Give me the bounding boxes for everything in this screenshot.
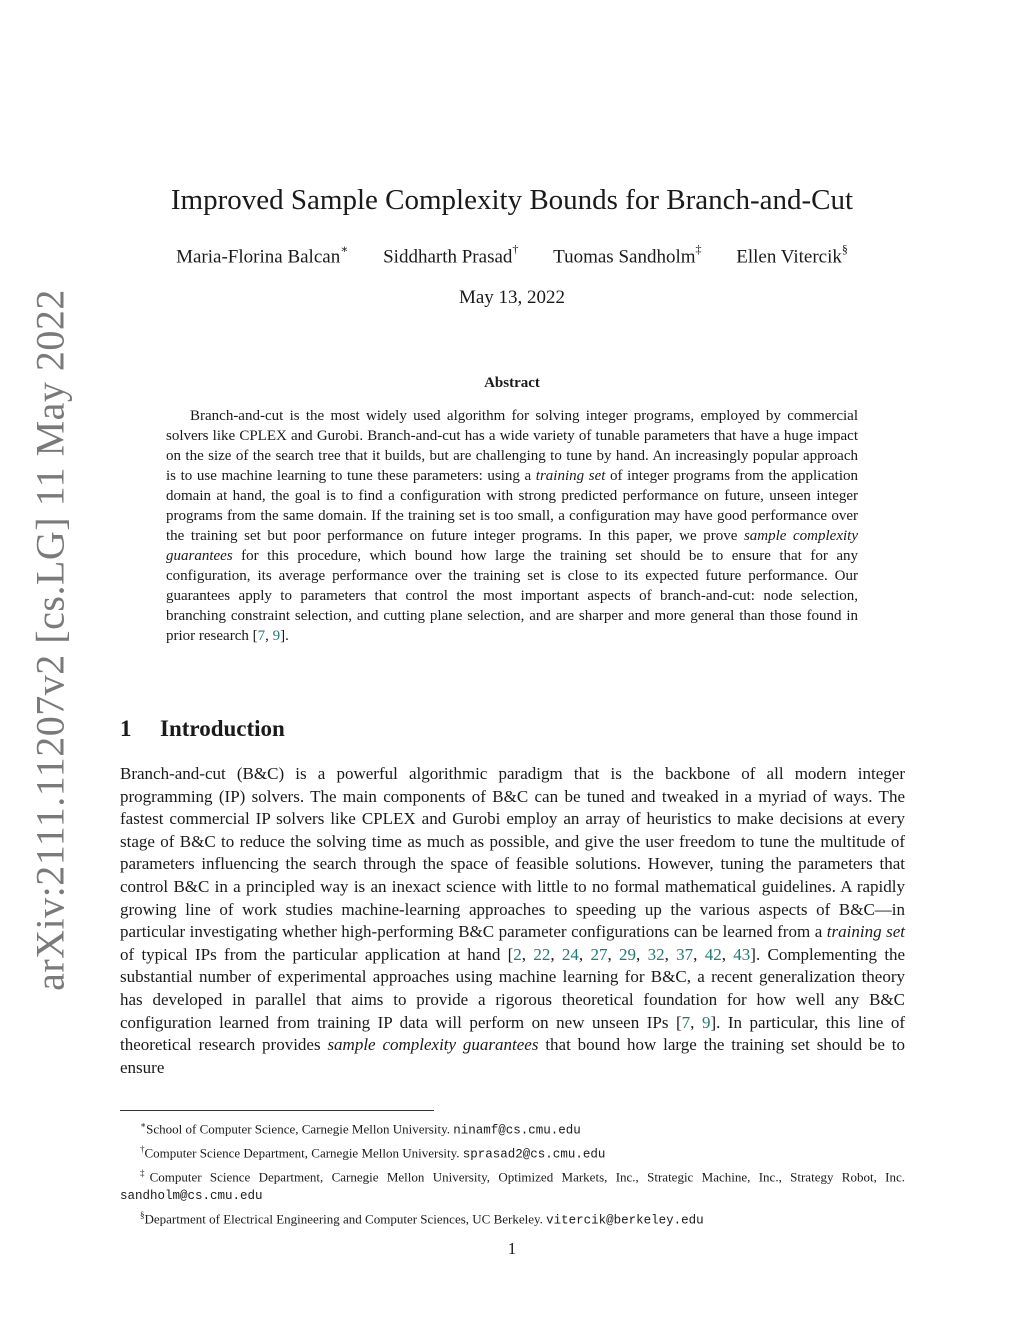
footnote	[120, 1164, 905, 1206]
citation-link[interactable]: 24	[561, 944, 579, 964]
citation-link[interactable]: 27	[590, 944, 608, 964]
author-mark: ‡	[695, 242, 702, 256]
citation-link[interactable]: 29	[619, 944, 637, 964]
author-name: Ellen Vitercik	[736, 246, 842, 268]
paper-title: Improved Sample Complexity Bounds for Branch-and-Cut	[170, 184, 854, 216]
section-title: Introduction	[160, 716, 285, 741]
abstract-text: for this procedure, which bound how large the training set should be to ensure that for any configuration, its average performance over the training set is close to its expected future performance. Our guarantees apply to parameters that control the most important aspects of branch-and-cut: node selection, branching constraint selection, and cutting plane selection, and are sharper and more general than those found in prior research [	[166, 548, 858, 644]
footnote	[120, 1116, 905, 1140]
arxiv-identifier-stamp: arXiv:2111.11207v2 [cs.LG] 11 May 2022	[27, 289, 73, 991]
citation-link[interactable]: 9	[272, 628, 281, 644]
abstract-heading: Abstract	[484, 375, 540, 391]
citation-link[interactable]: 7	[257, 628, 266, 644]
footnote-text: Department of Electrical Engineering and Computer Sciences, UC Berkeley.	[144, 1211, 547, 1227]
author-name: Maria-Florina Balcan	[176, 246, 341, 268]
section-number: 1	[120, 716, 132, 741]
author-name: Siddharth Prasad	[383, 246, 513, 268]
abstract-emphasis: training set	[535, 468, 606, 484]
author	[176, 244, 348, 268]
author-list	[0, 244, 1024, 268]
intro-text: ]. In particular, this line of theoretical research provides	[120, 1012, 906, 1055]
citation-link[interactable]: 32	[647, 944, 665, 964]
intro-text: that bound how large the training set should be to ensure	[120, 1035, 905, 1077]
footnote-mark: †	[140, 1143, 145, 1154]
intro-emphasis: training set	[826, 922, 906, 942]
citation-link[interactable]: 2	[513, 944, 522, 964]
footnote-text: Computer Science Department, Carnegie Mellon University.	[144, 1145, 463, 1161]
citation-separator: ,	[664, 944, 677, 964]
author-mark: §	[841, 242, 848, 256]
footnote	[120, 1206, 905, 1230]
intro-text: of typical IPs from the particular application at hand [	[120, 944, 514, 964]
citation-link[interactable]: 37	[676, 944, 694, 964]
citation-separator: ,	[578, 944, 591, 964]
author	[553, 244, 701, 268]
citation-separator: ,	[721, 944, 734, 964]
citation-link[interactable]: 9	[701, 1012, 711, 1032]
citation-link[interactable]: 42	[704, 944, 722, 964]
citation-separator: ,	[693, 944, 705, 964]
citation-separator: ,	[265, 628, 273, 644]
footnote-mark: §	[140, 1209, 145, 1220]
citation-separator: ,	[636, 944, 648, 964]
abstract-text: Branch-and-cut is the most widely used algorithm for solving integer programs, employed by commercial solvers like CPLEX and Gurobi. Branch-and-cut has a wide variety of tunable parameters that have a huge impact on the size of the search tree that it builds, but are challenging to tune by hand. An increasingly popular approach is to use machine learning to tune these parameters: using a	[166, 408, 858, 484]
intro-emphasis: sample complexity guarantees	[327, 1035, 539, 1055]
page-number: 1	[507, 1239, 517, 1258]
abstract-body	[166, 406, 858, 646]
footnotes	[120, 1116, 905, 1230]
author-mark: †	[512, 242, 519, 256]
intro-text: Branch-and-cut (B&C) is a powerful algorithmic paradigm that is the backbone of all modern integer programming (IP) solvers. The main components of B&C can be tuned and tweaked in a myriad of ways. The fastest commercial IP solvers like CPLEX and Gurobi employ an array of heuristics to make decisions at every stage of B&C to reduce the solving time as much as possible, and give the user freedom to tune the multitude of parameters influencing the search through the space of feasible solutions. However, tuning the parameters that control B&C in a principled way is an inexact science with little to no formal mathematical guidelines. A rapidly growing line of work studies machine-learning approaches to speeding up the various aspects of B&C—in particular investigating whether high-performing B&C parameter configurations can be learned from a	[120, 764, 905, 942]
author-mark: ∗	[340, 242, 349, 256]
citation-separator: ,	[607, 944, 620, 964]
footnote-mark: ∗	[140, 1120, 147, 1130]
abstract-emphasis: sample complexity guarantees	[166, 528, 858, 564]
author-email[interactable]: ninamf@cs.cmu.edu	[453, 1123, 581, 1138]
author-email[interactable]: vitercik@berkeley.edu	[546, 1213, 704, 1228]
footnote-divider	[120, 1110, 434, 1111]
author-name: Tuomas Sandholm	[553, 246, 696, 268]
author	[736, 244, 848, 268]
citation-separator: ,	[521, 944, 534, 964]
introduction-body	[120, 763, 905, 1079]
citation-separator: ,	[690, 1012, 702, 1032]
citation-link[interactable]: 43	[733, 944, 751, 964]
author-email[interactable]: sprasad2@cs.cmu.edu	[462, 1147, 606, 1162]
citation-separator: ,	[550, 944, 562, 964]
citation-link[interactable]: 22	[533, 944, 551, 964]
abstract-text: ].	[280, 628, 289, 644]
intro-text: ]. Complementing the substantial number of experimental approaches using machine learning for B&C, a recent generalization theory has developed in parallel that aims to provide a rigorous theoretical foundation for how well any B&C configuration learned from training IP data will perform on new unseen IPs [	[120, 944, 906, 1032]
citation-link[interactable]: 7	[681, 1012, 691, 1032]
section-heading	[120, 716, 285, 742]
author	[383, 244, 518, 268]
footnote	[120, 1140, 905, 1164]
abstract-text: of integer programs from the application domain at hand, the goal is to find a configuration with strong predicted performance on future, unseen integer programs from the same domain. If the training set is too small, a configuration may have good performance over the training set but poor performance on future integer programs. In this paper, we prove	[166, 468, 858, 544]
footnote-text: Computer Science Department, Carnegie Mellon University, Optimized Markets, Inc., Strategic Machine, Inc., Strategy Robot, Inc.	[149, 1168, 905, 1184]
publication-date: May 13, 2022	[458, 287, 566, 308]
footnote-mark: ‡	[140, 1167, 150, 1178]
author-email[interactable]: sandholm@cs.cmu.edu	[120, 1189, 263, 1204]
footnote-text: School of Computer Science, Carnegie Mellon University.	[146, 1121, 454, 1137]
